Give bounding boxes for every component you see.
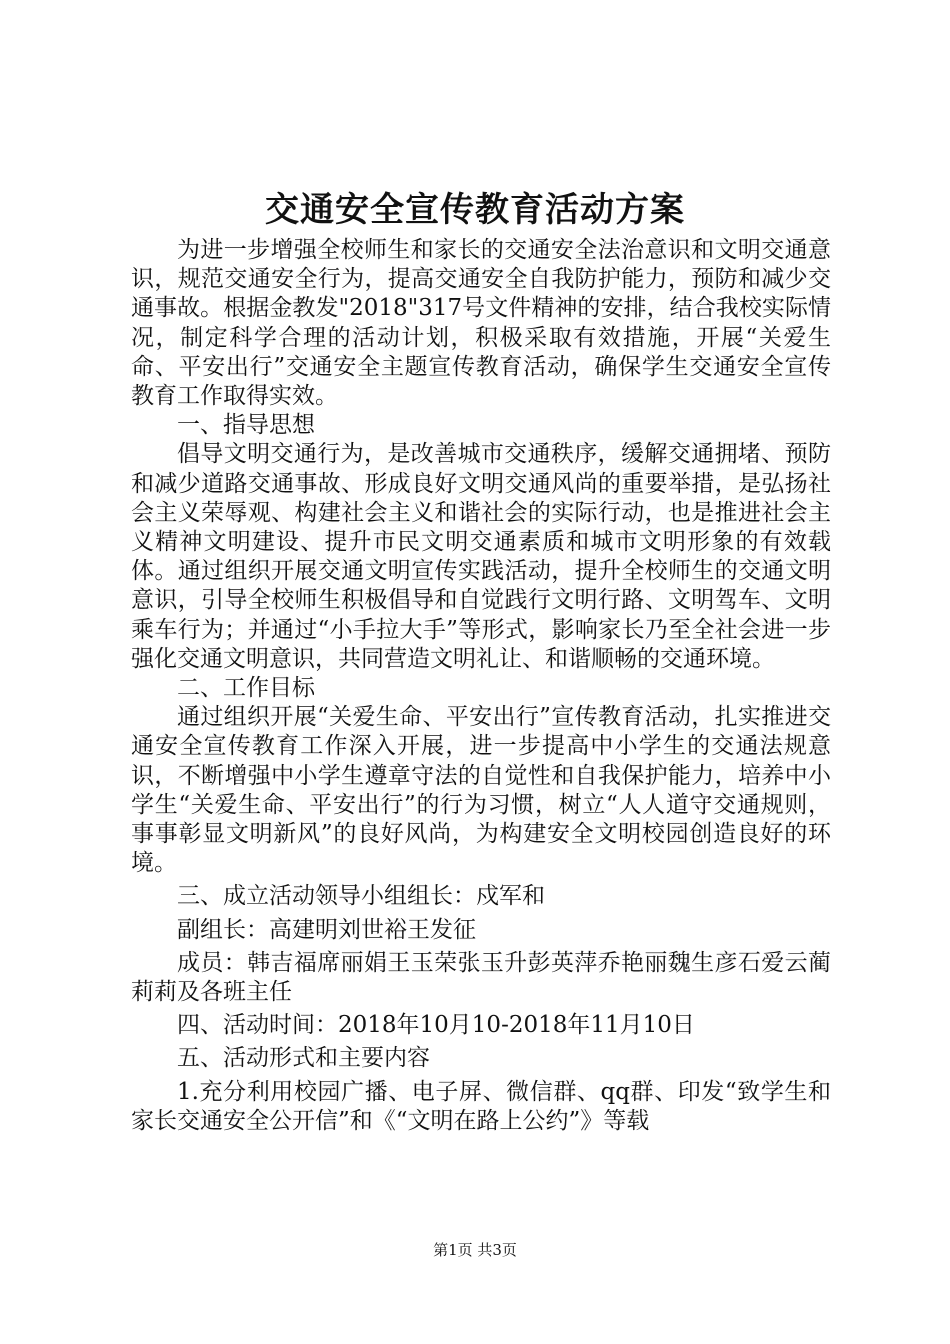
leadership-group-deputies: 副组长：高建明刘世裕王发征 [177,916,476,943]
activity-time: 四、活动时间：2018年10月10-2018年11月10日 [177,1012,695,1039]
section-heading-activity-forms: 五、活动形式和主要内容 [177,1045,430,1072]
document-body [131,236,831,1136]
work-goals-paragraph: 通过组织开展“关爱生命、平安出行”宣传教育活动，扎实推进交通安全宣传教育工作深入开展，进一步提高中小学生的交通法规意识，不断增强中小学生遵章守法的自觉性和自我保护能力，培养中小学生“关爱生命、平安出行”的行为习惯，树立“人人道守交通规则，事事彰显文明新风”的良好风尚，为构建安全文明校园创造良好的环境。 [131,704,831,877]
leadership-group-members: 成员：韩吉福席丽娟王玉荣张玉升彭英萍乔艳丽魏生彦石爱云蔺莉莉及各班主任 [131,949,831,1006]
guiding-ideology-paragraph: 倡导文明交通行为，是改善城市交通秩序，缓解交通拥堵、预防和减少道路交通事故、形成良好文明交通风尚的重要举措，是弘扬社会主义荣辱观、构建社会主义和谐社会的实际行动，也是推进社会主义精神文明建设、提升市民文明交通素质和城市文明形象的有效载体。通过组织开展交通文明宣传实践活动，提升全校师生的交通文明意识，引导全校师生积极倡导和自觉践行文明行路、文明驾车、文明乘车行为；并通过“小手拉大手”等形式，影响家长乃至全社会进一步强化交通文明意识，共同营造文明礼让、和谐顺畅的交通环境。 [131,441,831,672]
intro-paragraph: 为进一步增强全校师生和家长的交通安全法治意识和文明交通意识，规范交通安全行为，提高交通安全自我防护能力，预防和减少交通事故。根据金教发"2018"317号文件精神的安排，结合我校实际情况，制定科学合理的活动计划，积极采取有效措施，开展“关爱生命、平安出行”交通安全主题宣传教育活动，确保学生交通安全宣传教育工作取得实效。 [131,237,831,410]
page-footer: 第1页 共3页 [433,1241,517,1259]
document-title: 交通安全宣传教育活动方案 [265,190,685,230]
section-heading-guiding-ideology: 一、指导思想 [177,412,315,439]
section-heading-work-goals: 二、工作目标 [177,675,315,702]
leadership-group-leader: 三、成立活动领导小组组长：戍军和 [177,883,545,910]
activity-item-1: 1.充分利用校园广播、电子屏、微信群、qq群、印发“致学生和家长交通安全公开信”和《“文明在路上公约”》等载 [131,1078,831,1134]
